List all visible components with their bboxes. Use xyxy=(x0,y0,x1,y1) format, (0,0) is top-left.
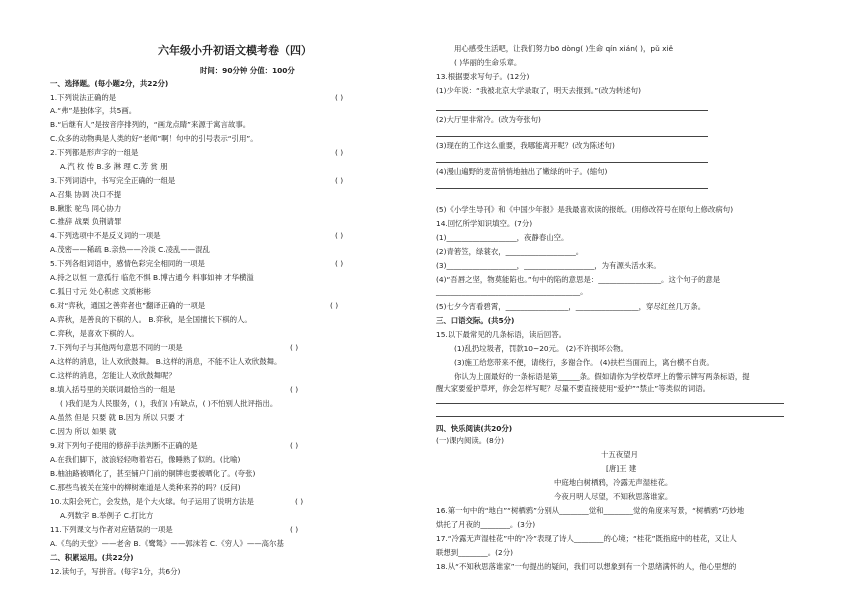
fill-line: ( )我们是为人民服务，( )，我们( )有缺点，( )不怕别人批评指出。 xyxy=(60,399,278,408)
fill-line: _______________________________________。 xyxy=(436,287,588,296)
fill-line: (1)___________________，夜静春山空。 xyxy=(436,233,569,242)
option-line: A.这样的消息，让人欢欣鼓舞。 B.这样的消息，不能不让人欢欣鼓舞。 xyxy=(50,357,282,366)
question: 11.下列课文与作者对应错误的一项是 xyxy=(50,525,173,534)
poem-title: 十五夜望月 xyxy=(601,450,638,459)
right-column xyxy=(436,0,811,608)
question: 1.下列说法正确的是 xyxy=(50,93,117,102)
time-score-info: 时间：90分钟 分值：100分 xyxy=(200,66,295,75)
answer-bracket[interactable]: ( ) xyxy=(335,93,344,102)
option-line: C.推辞 战栗 负荆请罪 xyxy=(50,217,122,226)
answer-bracket[interactable]: ( ) xyxy=(335,231,344,240)
pinyin-line: 用心感受生活吧，让我们努力bō dòng( )生命 qín xián( )，pǔ xiě xyxy=(454,44,674,53)
option-line: A.召集 协调 决口不提 xyxy=(50,190,122,199)
question: 3.下列词语中，书写完全正确的一组是 xyxy=(50,176,176,185)
answer-bracket[interactable]: ( ) xyxy=(330,301,339,310)
sentence-task: (4)漫山遍野的麦苗悄悄地抽出了嫩绿的叶子。(缩句) xyxy=(436,167,608,176)
option-line: C.弈秋，是喜欢下棋的人。 xyxy=(50,329,139,338)
section-heading: 二、积累运用。(共22分) xyxy=(50,553,134,562)
answer-bracket[interactable]: ( ) xyxy=(290,343,299,352)
question: 4.下列选项中不是反义词的一项是 xyxy=(50,231,161,240)
sentence-task: (2)大厅里非常冷。(改为夸张句) xyxy=(436,115,541,124)
question: 6.对“弈秋，通国之善弈者也”翻译正确的一项是 xyxy=(50,301,206,310)
poem-line: 今夜月明人尽望，不知秋思落谁家。 xyxy=(554,492,673,501)
question: 18.从“不知秋思落谁家”一句提出的疑问，我们可以想象到有一个思绪满怀的人，他心里想的 xyxy=(436,562,737,571)
answer-bracket[interactable]: ( ) xyxy=(335,176,344,185)
option-line: C.这样的消息，怎能让人欢欣鼓舞呢？ xyxy=(50,371,176,380)
left-column xyxy=(50,0,375,608)
answer-line[interactable] xyxy=(436,403,784,404)
option-line: B.瞅胀 驼鸟 同心协力 xyxy=(50,204,122,213)
answer-bracket[interactable]: ( ) xyxy=(335,148,344,157)
question: 5.下列各组词语中，感情色彩完全相同的一项是 xyxy=(50,259,205,268)
question: 联想到________。(2分) xyxy=(436,548,513,557)
question: 2.下列都是形声字的一组是 xyxy=(50,148,139,157)
prompt-line: 醒大家要爱护草坪，你会怎样写呢？尽量不要直接使用“爱护”“禁止”等类似的词语。 xyxy=(436,384,710,393)
answer-line[interactable] xyxy=(436,110,708,111)
answer-line[interactable] xyxy=(436,416,784,417)
section-heading: 一、选择题。(每小题2分，共22分) xyxy=(50,79,169,88)
option-line: A.在我们脚下，波浪轻轻吻着岩石，像睡熟了似的。(比喻) xyxy=(50,455,241,464)
option-line: A.《鸟的天堂》——老舍 B.《鹭鸶》——郭沫若 C.《穷人》——高尔基 xyxy=(50,539,284,548)
answer-bracket[interactable]: ( ) xyxy=(295,497,304,506)
answer-line[interactable] xyxy=(436,136,708,137)
option-line: C.狐日寸元 处心积虑 文质彬彬 xyxy=(50,287,151,296)
option-line: A.弈秋，是善良的下棋的人。 B.弈秋，是全国擅长下棋的人。 xyxy=(50,315,252,324)
option-line: A.茂密——稀疏 B.亲热——冷淡 C.凌乱——混乱 xyxy=(50,245,210,254)
poem-author: [唐]王 建 xyxy=(606,464,637,473)
section-heading: 四、快乐阅读(共20分) xyxy=(436,424,513,433)
sentence-task: (1)少年说：“我被北京大学录取了，明天去报到。”(改为转述句) xyxy=(436,86,641,95)
question: 7.下列句子与其他两句意思不同的一项是 xyxy=(50,343,183,352)
option-line: A.“弗”是独体字，共5画。 xyxy=(50,106,137,115)
question: 12.读句子，写拼音。(每字1分，共6分) xyxy=(50,567,181,576)
poem-line: 中庭地白树栖鸦，冷露无声湿桂花。 xyxy=(554,478,673,487)
question: 8.填入括号里的关联词最恰当的一组是 xyxy=(50,385,176,394)
option-line: A.汽 枚 传 B.多 淋 理 C.芳 赏 朋 xyxy=(60,162,168,171)
option-line: C.因为 所以 如果 就 xyxy=(50,427,117,436)
section-heading: 三、口语交际。(共5分) xyxy=(436,316,515,325)
option-line: A.虽然 但是 只要 就 B.因为 所以 只要 才 xyxy=(50,413,185,422)
slogan-line: (1)乱扔垃圾者，罚款10~20元。 (2)不许损坏公物。 xyxy=(454,344,628,353)
fill-line: (5)七夕今宵看碧霄，_________________，_________________，穿尽红丝几万条。 xyxy=(436,302,706,311)
prompt-line: 你认为上面最好的一条标语是第______条。假如请你为学校草坪上的警示牌写两条标语，提 xyxy=(454,372,750,381)
question: 烘托了月夜的________。(3分) xyxy=(436,520,536,529)
fill-line: (3)___________________，___________________，为有源头活水来。 xyxy=(436,261,661,270)
question: 15.以下最常见的几条标语，读后回答。 xyxy=(436,330,567,339)
option-line: A.列数字 B.举例子 C.打比方 xyxy=(60,511,154,520)
answer-bracket[interactable]: ( ) xyxy=(290,441,299,450)
fill-line: (2)青箬笠，绿蓑衣，___________________。 xyxy=(436,247,584,256)
fill-line: (4)“吾唇之坚，物莫能陷也。”句中的陷的意思是：_________________。这个句子的意是 xyxy=(436,275,721,284)
answer-line[interactable] xyxy=(436,188,708,189)
question: 17.“冷露无声湿桂花”中的“冷”表现了诗人________的心境；“桂花”既指庭中的桂花，又让人 xyxy=(436,534,737,543)
exam-title: 六年级小升初语文模考卷（四） xyxy=(158,44,312,57)
subsection-heading: (一)课内阅读。(8分) xyxy=(436,436,504,445)
answer-bracket[interactable]: ( ) xyxy=(290,525,299,534)
option-line: A.持之以恒 一意孤行 临危不惧 B.博古通今 料事如神 才华横溢 xyxy=(50,273,254,282)
question: 13.根据要求写句子。(12分) xyxy=(436,72,530,81)
question: 9.对下列句子使用的修辞手法判断不正确的是 xyxy=(50,441,198,450)
slogan-line: (3)施工给您带来不便，请绕行，多谢合作。 (4)扶栏当面而上，离台横不自责。 xyxy=(454,358,714,367)
sentence-task: (3)现在的工作这么重要，我哪能离开呢？(改为陈述句) xyxy=(436,141,615,150)
answer-bracket[interactable]: ( ) xyxy=(290,385,299,394)
answer-bracket[interactable]: ( ) xyxy=(335,259,344,268)
option-line: B.柚油路被晒化了，甚至铺户门前的铜牌也要被晒化了。(夸张) xyxy=(50,469,256,478)
answer-line[interactable] xyxy=(436,162,708,163)
pinyin-line: ( )华丽的生命乐章。 xyxy=(454,58,522,67)
sentence-task: (5)《小学生导刊》和《中国少年报》是我最喜欢读的报纸。(用修改符号在原句上修改病句) xyxy=(436,205,734,214)
question: 16.第一句中的“地白”“树栖鸦”分别从________觉和________觉的角度来写景，“树栖鸦”巧妙地 xyxy=(436,506,745,515)
option-line: C.众多的动物典是人类的好“老师”啊！句中的引号表示“引用”。 xyxy=(50,134,258,143)
option-line: B.“后继有人”是按音序排列的，“画龙点睛”来源于寓言故事。 xyxy=(50,120,251,129)
question: 14.回忆所学知识填空。(7分) xyxy=(436,219,533,228)
option-line: C.那些鸟被关在笼中的柳树难道是人类种来养的吗？(反问) xyxy=(50,483,241,492)
question: 10.太阳会死亡，会发热，是个大火球。句子运用了说明方法是 xyxy=(50,497,254,506)
